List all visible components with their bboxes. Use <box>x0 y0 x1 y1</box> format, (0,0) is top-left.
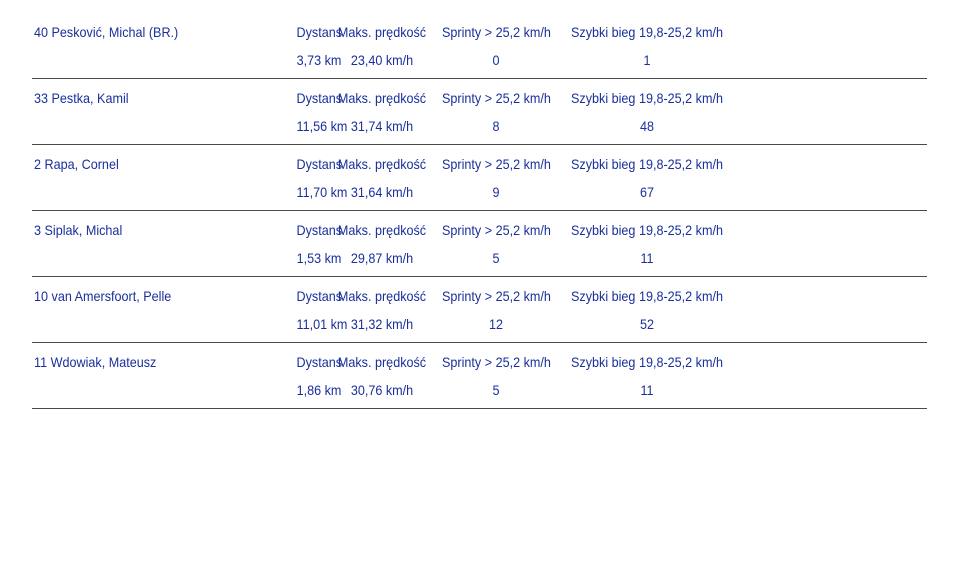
distance-header: Dystans <box>296 288 343 304</box>
fast-runs-value: 1 <box>643 52 651 68</box>
max-speed-header: Maks. prędkość <box>337 90 427 106</box>
sprints-header: Sprinty > 25,2 km/h <box>442 222 551 238</box>
sprints-value: 8 <box>492 118 500 134</box>
max-speed-value: 31,74 km/h <box>350 118 414 134</box>
player-name: 11 Wdowiak, Mateusz <box>34 354 157 370</box>
player-row <box>32 14 927 79</box>
fast-runs-value: 48 <box>639 118 655 134</box>
sprints-header: Sprinty > 25,2 km/h <box>442 156 551 172</box>
sprints-value: 9 <box>492 184 500 200</box>
distance-value: 11,70 km <box>296 184 348 200</box>
player-name: 33 Pestka, Kamil <box>34 90 129 106</box>
sprints-value: 5 <box>492 250 500 266</box>
sprints-header: Sprinty > 25,2 km/h <box>442 24 551 40</box>
player-name: 2 Rapa, Cornel <box>34 156 119 172</box>
distance-header: Dystans <box>296 222 343 238</box>
fast-runs-header: Szybki bieg 19,8-25,2 km/h <box>571 156 723 172</box>
distance-value: 11,56 km <box>296 118 348 134</box>
player-stats-list <box>32 14 927 410</box>
max-speed-header: Maks. prędkość <box>337 156 427 172</box>
sprints-header: Sprinty > 25,2 km/h <box>442 354 551 370</box>
max-speed-value: 30,76 km/h <box>350 382 414 398</box>
sprints-header: Sprinty > 25,2 km/h <box>442 90 551 106</box>
player-name: 10 van Amersfoort, Pelle <box>34 288 172 304</box>
player-name: 3 Siplak, Michal <box>34 222 123 238</box>
distance-value: 1,53 km <box>296 250 342 266</box>
distance-value: 1,86 km <box>296 382 342 398</box>
max-speed-header: Maks. prędkość <box>337 222 427 238</box>
sprints-value: 5 <box>492 382 500 398</box>
fast-runs-value: 52 <box>639 316 655 332</box>
max-speed-value: 31,64 km/h <box>350 184 414 200</box>
fast-runs-value: 11 <box>640 382 654 398</box>
fast-runs-value: 67 <box>639 184 655 200</box>
fast-runs-header: Szybki bieg 19,8-25,2 km/h <box>571 24 723 40</box>
distance-value: 11,01 km <box>296 316 348 332</box>
distance-header: Dystans <box>296 24 343 40</box>
distance-header: Dystans <box>296 156 343 172</box>
fast-runs-header: Szybki bieg 19,8-25,2 km/h <box>571 222 723 238</box>
max-speed-header: Maks. prędkość <box>337 354 427 370</box>
distance-header: Dystans <box>296 90 343 106</box>
player-row <box>32 80 927 145</box>
player-row <box>32 146 927 211</box>
max-speed-value: 31,32 km/h <box>350 316 414 332</box>
max-speed-header: Maks. prędkość <box>337 24 427 40</box>
max-speed-value: 29,87 km/h <box>350 250 414 266</box>
sprints-header: Sprinty > 25,2 km/h <box>442 288 551 304</box>
max-speed-value: 23,40 km/h <box>350 52 414 68</box>
sprints-value: 0 <box>492 52 500 68</box>
fast-runs-header: Szybki bieg 19,8-25,2 km/h <box>571 90 723 106</box>
distance-header: Dystans <box>296 354 343 370</box>
fast-runs-header: Szybki bieg 19,8-25,2 km/h <box>571 288 723 304</box>
fast-runs-header: Szybki bieg 19,8-25,2 km/h <box>571 354 723 370</box>
player-row <box>32 344 927 409</box>
fast-runs-value: 11 <box>640 250 654 266</box>
distance-value: 3,73 km <box>296 52 342 68</box>
player-row <box>32 212 927 277</box>
max-speed-header: Maks. prędkość <box>337 288 427 304</box>
sprints-value: 12 <box>488 316 504 332</box>
player-name: 40 Pesković, Michal (BR.) <box>34 24 179 40</box>
player-row <box>32 278 927 343</box>
